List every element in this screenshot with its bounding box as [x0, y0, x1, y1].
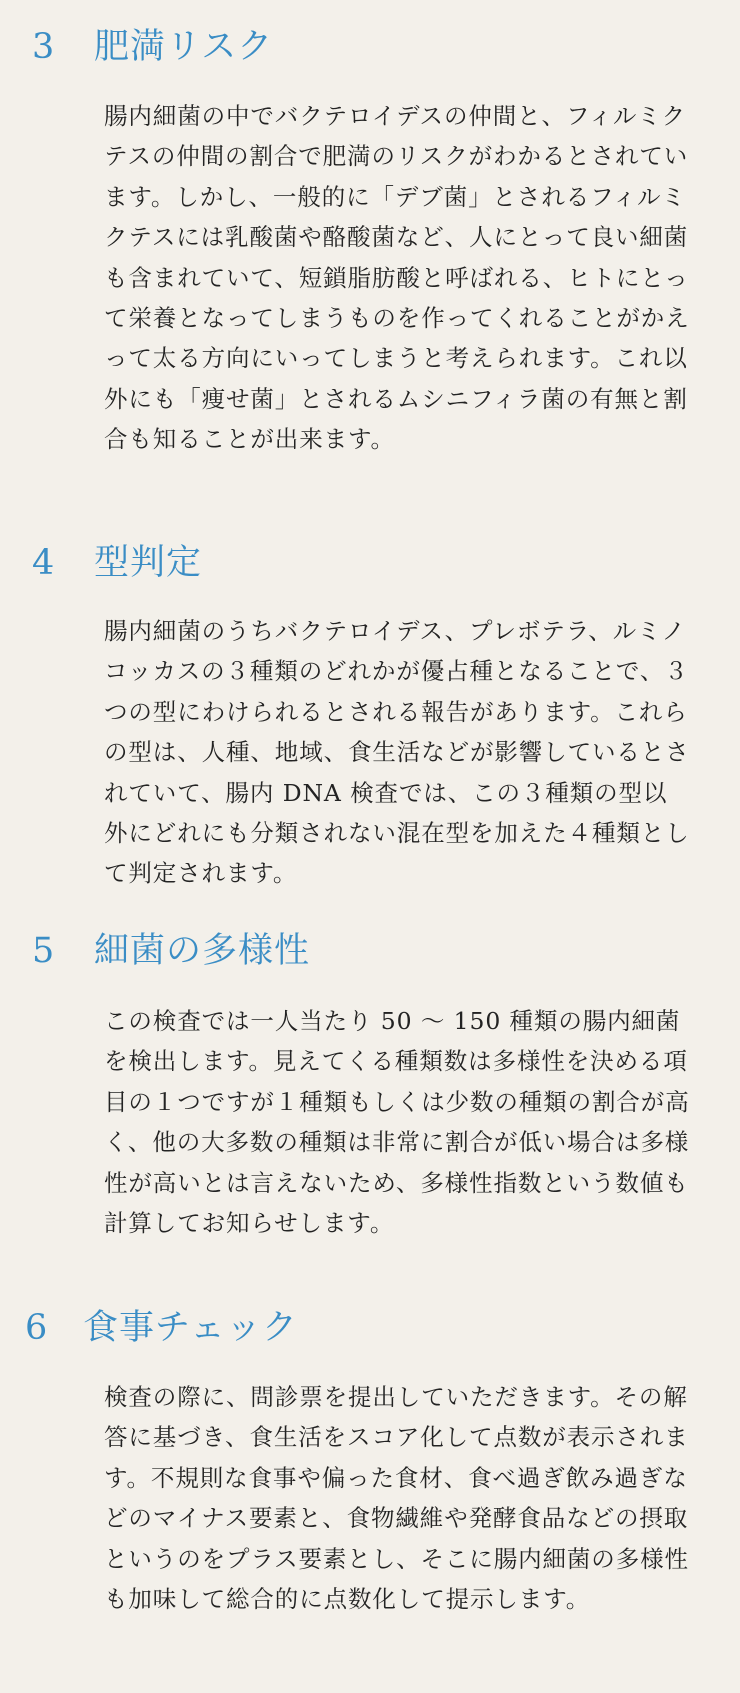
section-title: 型判定 — [94, 543, 203, 583]
section-heading — [32, 26, 273, 68]
section-body: 腸内細菌のうちバクテロイデス、プレボテラ、ルミノコッカスの３種類のどれかが優占種となることで、３つの型にわけられるとされる報告があります。これらの型は、人種、地域、食生活などが影響しているとされていて、腸内 DNA 検査では、この３種類の型以外にどれにも分類されない混在型を加えた４種類として判定されます。 — [104, 617, 690, 888]
section-body: この検査では一人当たり 50 〜 150 種類の腸内細菌を検出します。見えてくる種類数は多様性を決める項目の１つですが１種類もしくは少数の種類の割合が高く、他の大多数の種類は非常に割合が低い場合は多様性が高いとは言えないため、多様性指数という数値も計算してお知らせします。 — [104, 1007, 690, 1238]
section-title: 食事チェック — [83, 1308, 298, 1348]
section-heading — [25, 1307, 298, 1349]
section-number: 3 — [32, 27, 56, 67]
section-body: 検査の際に、問診票を提出していただきます。その解答に基づき、食生活をスコア化して点数が表示されます。不規則な食事や偏った食材、食べ過ぎ飲み過ぎなどのマイナス要素と、食物繊維や発酵食品などの摂取というのをプラス要素とし、そこに腸内細菌の多様性も加味して総合的に点数化して提示します。 — [104, 1383, 689, 1614]
section-title: 肥満リスク — [94, 27, 274, 67]
section-number: 4 — [32, 543, 56, 583]
section-title: 細菌の多様性 — [94, 931, 311, 971]
section-number: 5 — [32, 931, 56, 971]
section-number: 6 — [25, 1308, 49, 1348]
section-heading — [32, 542, 202, 584]
section-body: 腸内細菌の中でバクテロイデスの仲間と、フィルミクテスの仲間の割合で肥満のリスクがわかるとされています。しかし、一般的に「デブ菌」とされるフィルミクテスには乳酸菌や酪酸菌など、人にとって良い細菌も含まれていて、短鎖脂肪酸と呼ばれる、ヒトにとって栄養となってしまうものを作ってくれることがかえって太る方向にいってしまうと考えられます。これ以外にも「痩せ菌」とされるムシニフィラ菌の有無と割合も知ることが出来ます。 — [104, 102, 690, 454]
section-heading — [32, 930, 310, 972]
